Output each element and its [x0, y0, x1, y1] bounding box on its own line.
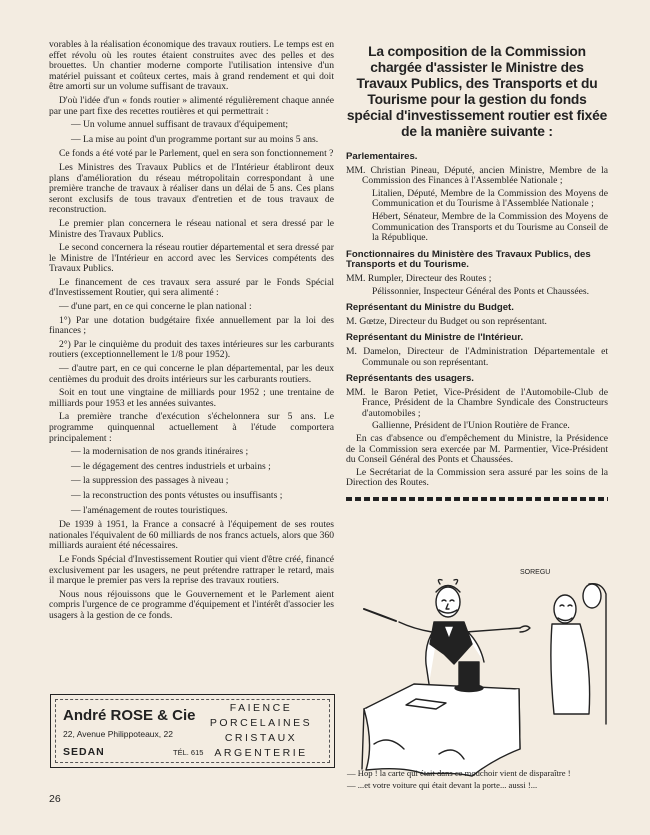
paragraph: 1°) Par une dotation budgétaire fixée annuellement par la loi des finances ;: [49, 314, 334, 337]
list-item: — la modernisation de nos grands itinéraires ;: [71, 447, 334, 458]
paragraph: 2°) Par le cinquième du produit des taxes intérieures sur les carburants routiers (exceptionnellement le 1/8 pour 1952).: [49, 338, 334, 361]
right-column: [346, 44, 608, 501]
member-entry: MM. Rumpler, Directeur des Routes ;: [346, 272, 492, 284]
paragraph: Ce fonds a été voté par le Parlement, quel en sera son fonctionnement ?: [59, 148, 334, 160]
paragraph: La première tranche d'exécution s'échelonnera sur 5 ans. Le programme quinquennal actuellement à l'étude comportera principalement :: [49, 411, 334, 444]
section-heading: Représentant du Ministre du Budget.: [346, 302, 514, 314]
member-entry: Gallienne, Président de l'Union Routière de France.: [372, 420, 570, 432]
paragraph: Le premier plan concernera le réseau national et sera dressé par le Ministre des Travaux Publics.: [49, 217, 334, 240]
member-entry: MM. le Baron Petiet, Vice-Président de l'Automobile-Club de France, Président de la Chambre Syndicale des Constructeurs d'automobiles ;: [346, 386, 608, 419]
paragraph: — d'autre part, en ce qui concerne le plan départemental, par les deux centièmes du produit des droits intérieurs sur les carburants routiers.: [49, 363, 334, 385]
paragraph: Les Ministres des Travaux Publics et de l'Intérieur établiront deux plans d'amélioration du réseau métropolitain correspondant à une première tranche de travaux à réaliser dans un délai de 5 ans. Ces plans seront exclusifs de tous travaux d'entretien et de tous travaux de reconstruction.: [49, 161, 334, 216]
paragraph: D'où l'idée d'un « fonds routier » alimenté régulièrement chaque année par une part fixe des recettes routières et qui permettrait :: [49, 94, 334, 117]
bullet-list: [49, 447, 334, 516]
ad-address: 22, Avenue Philippoteaux, 22: [63, 729, 173, 739]
paragraph: De 1939 à 1951, la France a consacré à l'équipement de ses routes nationales l'équivalent de 60 milliards de nos francs actuels, alors que 360 milliards auraient été nécessaires.: [49, 519, 334, 552]
advertisement-box: [50, 694, 335, 768]
caption-line: — ...et votre voiture qui était devant la porte... aussi !...: [347, 780, 538, 790]
paragraph: Le financement de ces travaux sera assuré par le Fonds Spécial d'Investissement Routier, qui sera alimenté :: [49, 276, 334, 299]
ad-telephone: TÉL. 615: [173, 748, 204, 757]
paragraph: Le Fonds Spécial d'Investissement Routier qui vient d'être créé, financé exclusivement par les usagers, ne peut prétendre rattraper le retard, mais il marque le premier pas vers la reprise des travaux routiers.: [49, 553, 334, 587]
section-heading: Représentants des usagers.: [346, 373, 474, 385]
ad-product: FAIENCE: [229, 702, 293, 714]
ad-product: PORCELAINES: [209, 717, 313, 729]
member-entry: MM. Christian Pineau, Député, ancien Ministre, Membre de la Commission des Finances à l'Assemblée Nationale ;: [346, 164, 608, 187]
ad-product: ARGENTERIE: [214, 747, 308, 759]
list-item: — l'aménagement de routes touristiques.: [71, 506, 334, 517]
member-entry: M. Damelon, Directeur de l'Administration Départementale et Communale ou son représentant.: [346, 345, 608, 368]
paragraph: Le Secrétariat de la Commission sera assuré par les soins de la Direction des Routes.: [346, 466, 608, 489]
section-divider: [346, 497, 608, 501]
list-item: — La mise au point d'un programme portant sur au moins 5 ans.: [71, 135, 334, 146]
section-heading: Représentant du Ministre de l'Intérieur.: [346, 332, 524, 344]
member-entry: Litalien, Député, Membre de la Commission des Moyens de Communication et du Tourisme à l'Assemblée Nationale ;: [372, 187, 608, 210]
magician-cartoon-illustration: [344, 544, 614, 784]
list-item: — la suppression des passages à niveau ;: [71, 476, 334, 487]
commission-headline: La composition de la Commission chargée d'assister le Ministre des Travaux Publics, des Transports et du Tourisme pour la gestion du fonds spécial d'investissement routier est fixée de la manière suivante :: [346, 44, 608, 139]
page-number: 26: [49, 793, 61, 805]
paragraph: Soit en tout une vingtaine de milliards pour 1952 ; une trentaine de milliards pour 1953 et les années suivantes.: [49, 387, 334, 409]
list-item: — le dégagement des centres industriels et urbains ;: [71, 462, 334, 473]
list-item: — la reconstruction des ponts vétustes ou insuffisants ;: [71, 491, 334, 502]
paragraph: — d'une part, en ce qui concerne le plan national :: [59, 301, 252, 313]
bullet-list: [49, 120, 334, 145]
ad-company-name: André ROSE & Cie: [63, 707, 196, 724]
paragraph: Nous nous réjouissons que le Gouvernement et le Parlement aient compris l'urgence de ce programme d'équipement et l'intérêt d'associer les usagers à la gestion de ce fonds.: [49, 588, 334, 621]
paragraph: vorables à la réalisation économique des travaux routiers. Le temps est en effet révolu où les routes étaient construites avec des pelles et des brouettes. Un chantier moderne comporte l'utilisation intensive d'un matériel puissant et coûteux certes, mais à grand rendement et qui doit être amorti sur un volume suffisant de travaux.: [49, 39, 334, 93]
member-entry: M. Gœtze, Directeur du Budget ou son représentant.: [346, 315, 547, 327]
member-entry: Hébert, Sénateur, Membre de la Commission des Moyens de Communication des Transports et du Tourisme au Conseil de la République.: [372, 210, 608, 244]
paragraph: Le second concernera la réseau routier départemental et sera dressé par le Ministre de l'Intérieur en accord avec les Services compétents des Travaux Publics.: [49, 242, 334, 275]
cartoon-signature: SOREGU: [520, 569, 551, 576]
member-entry: Pélissonnier, Inspecteur Général des Ponts et Chaussées.: [372, 285, 590, 297]
cartoon-caption: [347, 768, 612, 792]
caption-line: — Hop ! la carte qui était dans ce mouchoir vient de disparaître !: [347, 768, 571, 778]
section-heading: Parlementaires.: [346, 151, 418, 162]
list-item: — Un volume annuel suffisant de travaux d'équipement;: [71, 120, 334, 131]
ad-products: [203, 701, 319, 761]
ad-product: CRISTAUX: [224, 732, 298, 744]
paragraph: En cas d'absence ou d'empêchement du Ministre, la Présidence de la Commission sera exercée par M. Parmentier, Vice-Président du Conseil Général des Ponts et Chaussées.: [346, 433, 608, 466]
left-column: [49, 40, 334, 625]
section-heading: Fonctionnaires du Ministère des Travaux Publics, des Transports et du Tourisme.: [346, 248, 591, 271]
ad-city: SEDAN: [63, 746, 105, 758]
